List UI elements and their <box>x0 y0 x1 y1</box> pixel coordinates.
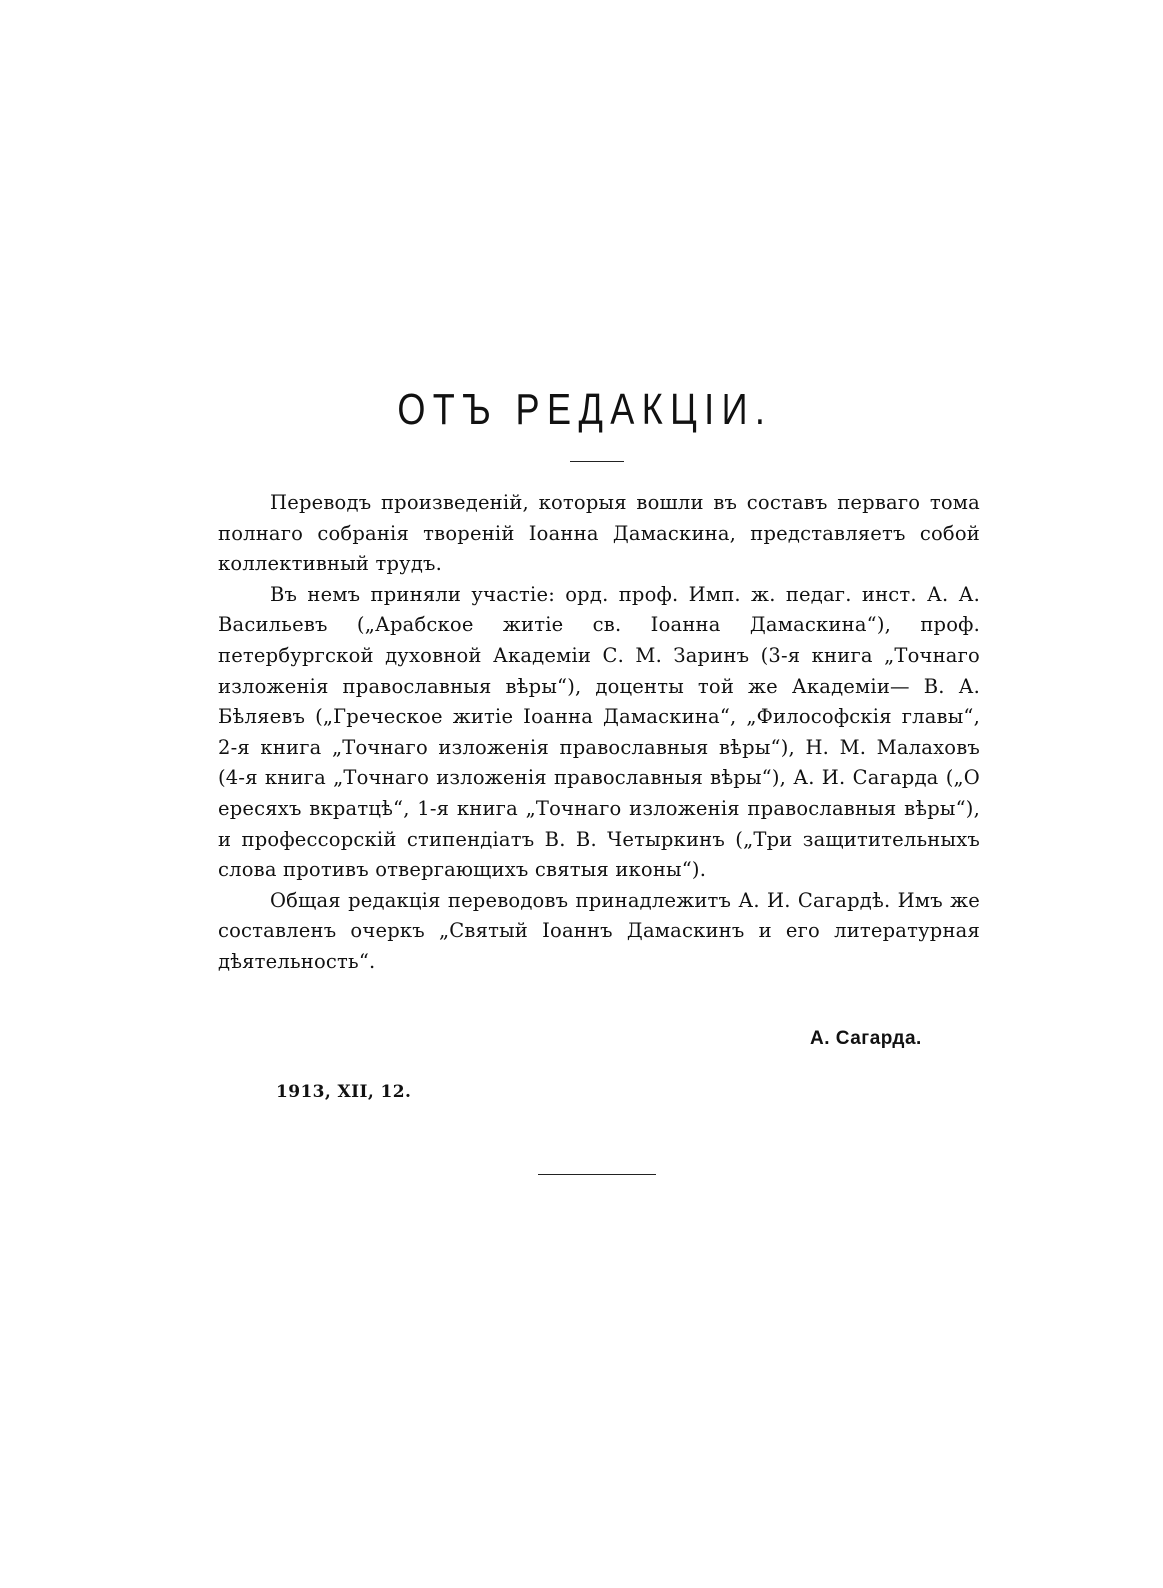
page-title: ОТЪ РЕДАКЦІИ. <box>397 385 773 434</box>
closing-divider <box>538 1174 656 1175</box>
paragraph-editor: Общая редакція переводовъ принадлежитъ А. И. Сагардѣ. Имъ же составленъ очеркъ „Святый Іоаннъ Дамаскинъ и его литературная дѣятельность“. <box>218 888 980 973</box>
title-divider <box>570 461 624 462</box>
editorial-note-body <box>218 488 980 978</box>
paragraph-contributors: Въ немъ приняли участіе: орд. проф. Имп. ж. педаг. инст. А. А. Васильевъ („Арабское житіе св. Іоанна Дамаскина“), проф. петербургской духовной Академіи С. М. Заринъ (3-я книга „Точнаго изложенія православныя вѣры“), доценты той же Академіи— В. А. Бѣляевъ („Греческое житіе Іоанна Дамаскина“, „Философскія главы“, 2-я книга „Точнаго изложенія православныя вѣры“), Н. М. Малаховъ (4-я книга „Точнаго изложенія православныя вѣры“), А. И. Сагарда („О ересяхъ вкратцѣ“, 1-я книга „Точнаго изложенія православныя вѣры“), и профессорскій стипендіатъ В. В. Четыркинъ („Три защитительныхъ слова противъ отвергающихъ святыя иконы“). <box>218 582 980 882</box>
date-line: 1913, XII, 12. <box>276 1082 412 1102</box>
paragraph-intro: Переводъ произведеній, которыя вошли въ составъ перваго тома полнаго собранія твореній Іоанна Дамаскина, представляетъ собой коллективный трудъ. <box>218 491 980 576</box>
signature: А. Сагарда. <box>810 1028 922 1049</box>
